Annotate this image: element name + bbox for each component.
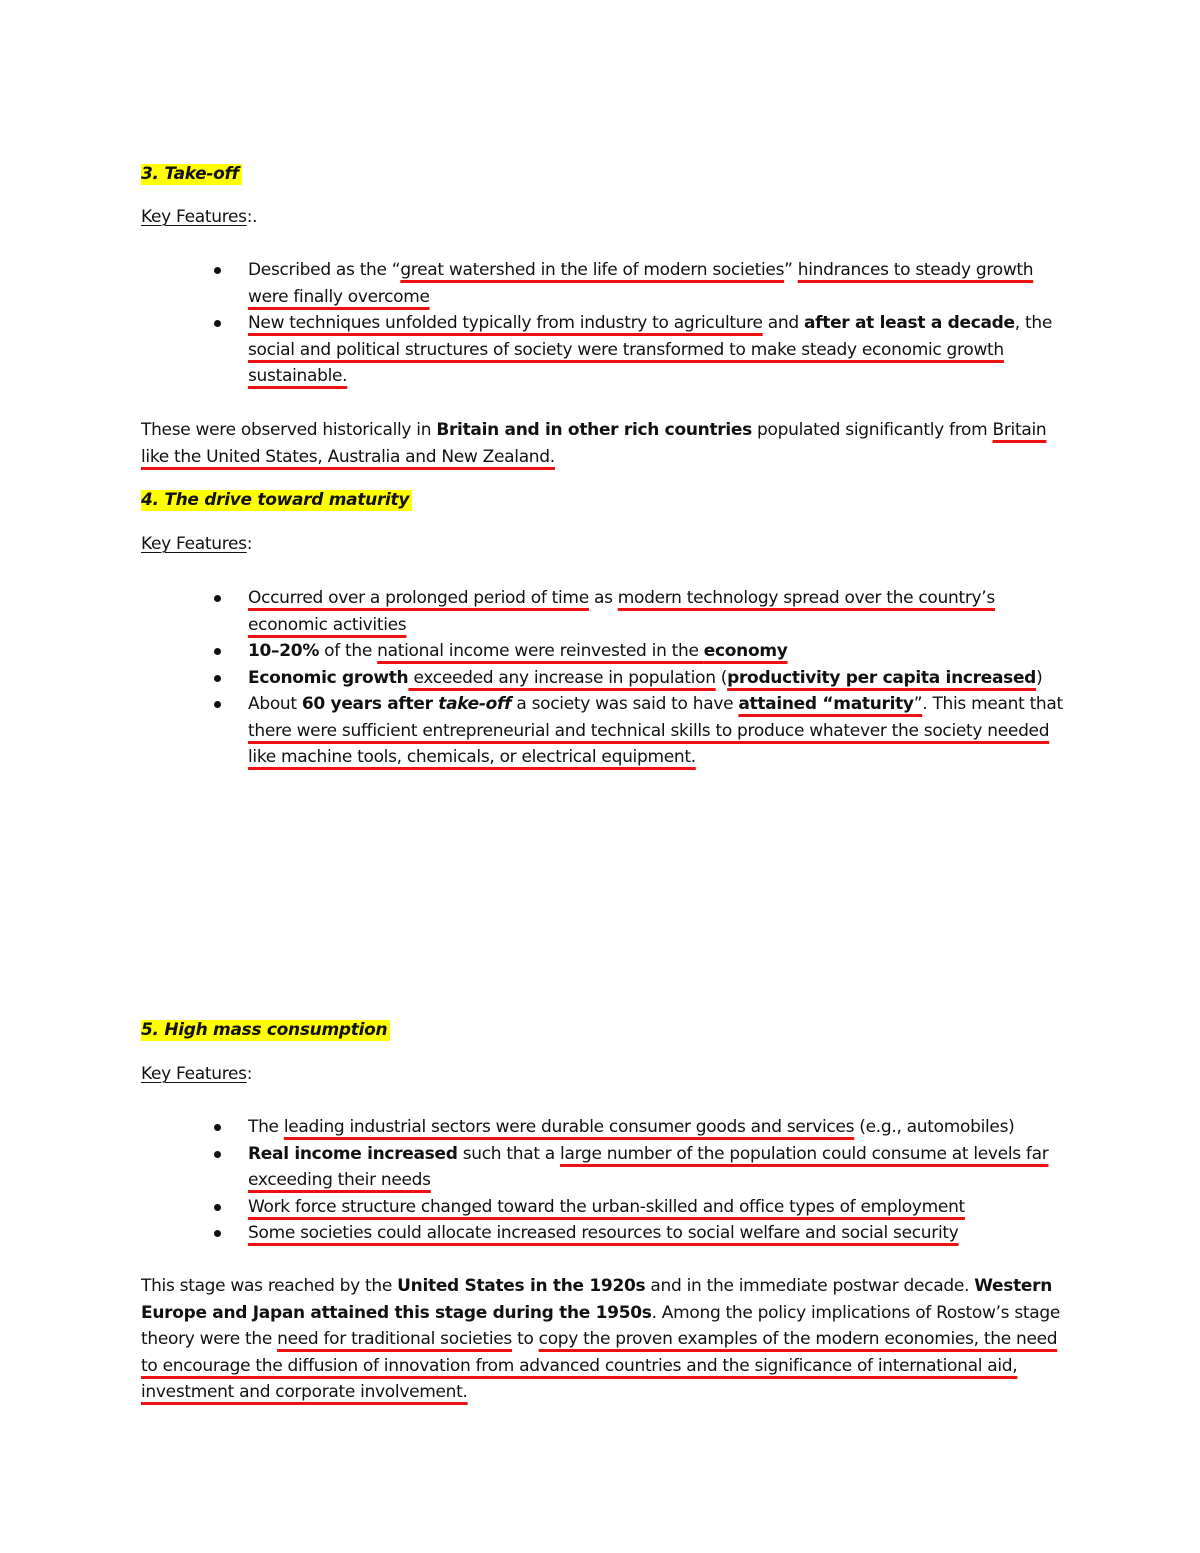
heading-highlight <box>141 1020 390 1041</box>
label-punctuation: : <box>246 1064 253 1084</box>
underlined-text: ” <box>913 694 923 714</box>
text-run: ) <box>1036 667 1043 688</box>
key-features-label: Key Features <box>141 207 247 227</box>
underlined-text: hindrances to steady growth were finally overcome <box>248 260 1034 307</box>
list-item <box>141 257 1066 310</box>
section-4-bullet-list <box>141 585 1066 771</box>
section-3-heading <box>141 161 1066 188</box>
section-number: 4. <box>141 490 165 510</box>
bold-underlined-text: economy <box>703 641 788 661</box>
section-number: 3. <box>141 164 165 184</box>
text-run: such that a <box>457 1143 561 1164</box>
bold-underlined-text: attained “maturity <box>738 694 914 714</box>
bold-text: 10–20% <box>248 641 320 661</box>
list-item <box>141 638 1066 665</box>
section-title: The drive toward maturity <box>164 490 410 510</box>
bold-text: Economic growth <box>248 667 409 688</box>
text-run: , the <box>1014 313 1052 333</box>
section-5-heading <box>141 1017 1066 1044</box>
text-run: . Among the policy implications of Rostow’s stage theory were the <box>141 1302 1061 1349</box>
text-run: and in the immediate postwar decade. <box>645 1276 975 1296</box>
list-item <box>141 1114 1066 1141</box>
section-5-bullet-list <box>141 1114 1066 1247</box>
list-item <box>141 665 1066 692</box>
section-title: Take-off <box>164 164 239 184</box>
underlined-text: Occurred over a prolonged period of time <box>248 588 589 608</box>
text-run: These were observed historically in <box>141 420 437 440</box>
underlined-text: need for traditional societies <box>277 1329 512 1349</box>
bold-text: Real income increased <box>248 1143 458 1164</box>
section-3-key-features-label <box>141 204 1066 231</box>
label-punctuation: : <box>246 534 253 554</box>
text-run: and <box>762 313 804 333</box>
underlined-text: social and political structures of society were transformed to make steady economic growth sustainable. <box>248 339 1004 386</box>
heading-highlight <box>141 164 242 185</box>
text-run: as <box>588 588 618 608</box>
text-run: . This meant that <box>922 694 1063 714</box>
bold-text: Western Europe and Japan attained this stage during the 1950s <box>141 1276 1053 1323</box>
key-features-label: Key Features <box>141 534 247 554</box>
list-item <box>141 691 1066 771</box>
section-4-heading <box>141 487 1066 514</box>
underlined-text: leading industrial sectors were durable consumer goods and services <box>283 1117 855 1137</box>
section-5-paragraph <box>141 1273 1066 1406</box>
section-5-key-features-label <box>141 1061 1066 1088</box>
section-title: High mass consumption <box>164 1020 388 1040</box>
underlined-text: there were sufficient entrepreneurial and technical skills to produce whatever the society needed like machine tools, chemicals, or electrical equipment. <box>248 720 1050 767</box>
text-run: a society was said to have <box>511 694 739 714</box>
label-punctuation: :. <box>246 207 258 227</box>
list-item <box>141 1220 1066 1247</box>
underlined-text: large number of the population could consume at levels far exceeding their needs <box>248 1143 1049 1190</box>
underlined-text: New techniques unfolded typically from industry to agriculture <box>248 313 763 333</box>
underlined-text: Some societies could allocate increased resources to social welfare and social security <box>248 1223 959 1243</box>
text-run: ( <box>715 667 728 688</box>
text-run: (e.g., automobiles) <box>854 1117 1015 1137</box>
text-run: to <box>511 1329 539 1349</box>
section-4-key-features-label <box>141 531 1066 558</box>
section-3-bullet-list <box>141 257 1066 390</box>
bold-text: United States in the 1920s <box>397 1276 646 1296</box>
underlined-text: Work force structure changed toward the urban-skilled and office types of employment <box>248 1196 965 1217</box>
text-run: of the <box>319 641 378 661</box>
key-features-label: Key Features <box>141 1064 247 1084</box>
text-run: The <box>248 1117 284 1137</box>
text-run: ” <box>784 260 798 280</box>
list-item <box>141 310 1066 390</box>
heading-highlight <box>141 490 412 511</box>
bold-text: Britain and in other rich countries <box>436 420 752 440</box>
underlined-text: copy the proven examples of the modern economies, the need to encourage the diffusion of innovation from advanced countries and the significance of international aid, investment and corporate involvement. <box>141 1329 1058 1402</box>
bold-text: after at least a decade <box>803 313 1015 333</box>
bold-underlined-text: productivity per capita increased <box>727 667 1037 688</box>
underlined-text: great watershed in the life of modern societies <box>400 260 785 280</box>
underlined-text: national income were reinvested in the <box>377 641 704 661</box>
underlined-text: modern technology spread over the country’s economic activities <box>248 588 995 635</box>
list-item <box>141 1141 1066 1194</box>
section-number: 5. <box>141 1020 165 1040</box>
underlined-text: Britain like the United States, Australia and New Zealand. <box>141 420 1047 467</box>
text-run: This stage was reached by the <box>141 1276 398 1296</box>
bold-text: 60 years after <box>301 694 439 714</box>
text-run: populated significantly from <box>751 420 993 440</box>
text-run: About <box>248 694 302 714</box>
list-item <box>141 1194 1066 1221</box>
text-run: Described as the “ <box>248 260 401 280</box>
underlined-text: exceeded any increase in population <box>408 667 716 688</box>
list-item <box>141 585 1066 638</box>
section-3-paragraph <box>141 417 1066 470</box>
bold-italic-text: take-off <box>438 694 512 714</box>
